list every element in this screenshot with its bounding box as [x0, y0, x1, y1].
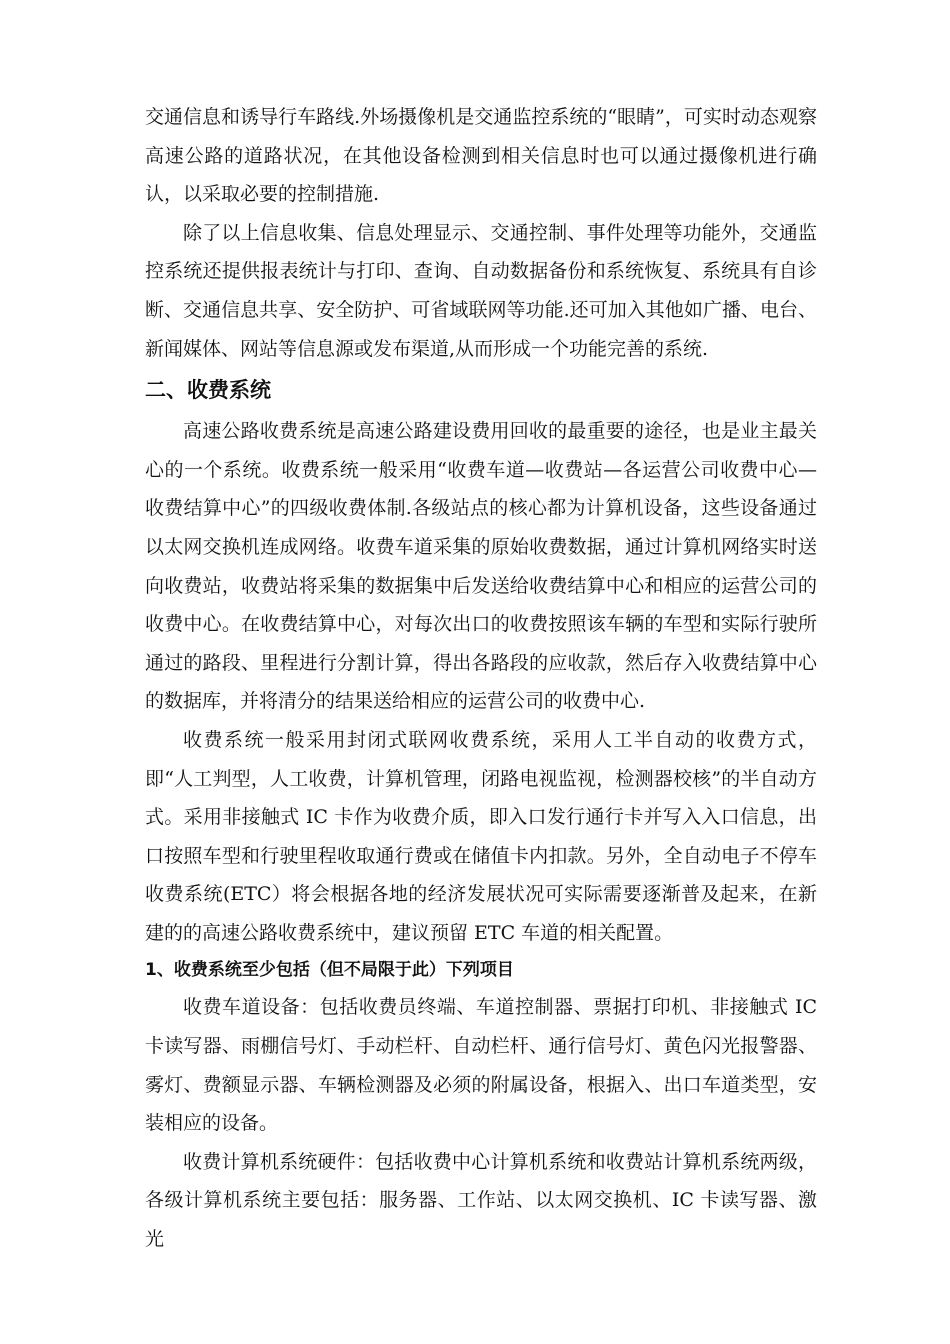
document-page [145, 98, 817, 1259]
paragraph-toll-method: 收费系统一般采用封闭式联网收费系统，采用人工半自动的收费方式，即“人工判型，人工收费，计算机管理，闭路电视监视，检测器校核”的半自动方式。采用非接触式 IC 卡作为收费介质，即入口发行通行卡并写入入口信息，出口按照车型和行驶里程收取通行费或在储值卡内扣款。另外，全自动电子不停车收费系统(ETC）将会根据各地的经济发展状况可实际需要逐渐普及起来，在新建的的高速公路收费系统中，建议预留 ETC 车道的相关配置。 [145, 728, 817, 944]
paragraph-computer-hardware: 收费计算机系统硬件：包括收费中心计算机系统和收费站计算机系统两级，各级计算机系统主要包括：服务器、工作站、以太网交换机、IC 卡读写器、激光 [145, 1150, 817, 1251]
paragraph-monitoring-functions: 除了以上信息收集、信息处理显示、交通控制、事件处理等功能外，交通监控系统还提供报表统计与打印、查询、自动数据备份和系统恢复、系统具有自诊断、交通信息共享、安全防护、可省域联网等功能.还可加入其他如广播、电台、新闻媒体、网站等信息源或发布渠道,从而形成一个功能完善的系统. [145, 221, 817, 360]
section-heading-toll-system: 二、收费系统 [145, 378, 271, 403]
paragraph-toll-overview: 高速公路收费系统是高速公路建设费用回收的最重要的途径，也是业主最关心的一个系统。收费系统一般采用“收费车道—收费站—各运营公司收费中心—收费结算中心”的四级收费体制.各级站点的核心都为计算机设备，这些设备通过以太网交换机连成网络。收费车道采集的原始收费数据，通过计算机网络实时送向收费站，收费站将采集的数据集中后发送给收费结算中心和相应的运营公司的收费中心。在收费结算中心，对每次出口的收费按照该车辆的车型和实际行驶所通过的路段、里程进行分割计算，得出各路段的应收款，然后存入收费结算中心的数据库，并将清分的结果送给相应的运营公司的收费中心. [145, 420, 817, 713]
paragraph-traffic-video: 交通信息和诱导行车路线.外场摄像机是交通监控系统的“眼睛”，可实时动态观察高速公路的道路状况，在其他设备检测到相关信息时也可以通过摄像机进行确认，以采取必要的控制措施. [145, 106, 817, 206]
paragraph-lane-equipment: 收费车道设备：包括收费员终端、车道控制器、票据打印机、非接触式 IC 卡读写器、雨棚信号灯、手动栏杆、自动栏杆、通行信号灯、黄色闪光报警器、雾灯、费额显示器、车辆检测器及必须的附属设备，根据入、出口车道类型，安装相应的设备。 [145, 996, 817, 1135]
subsection-heading-items: 1、收费系统至少包括（但不局限于此）下列项目 [145, 960, 514, 981]
